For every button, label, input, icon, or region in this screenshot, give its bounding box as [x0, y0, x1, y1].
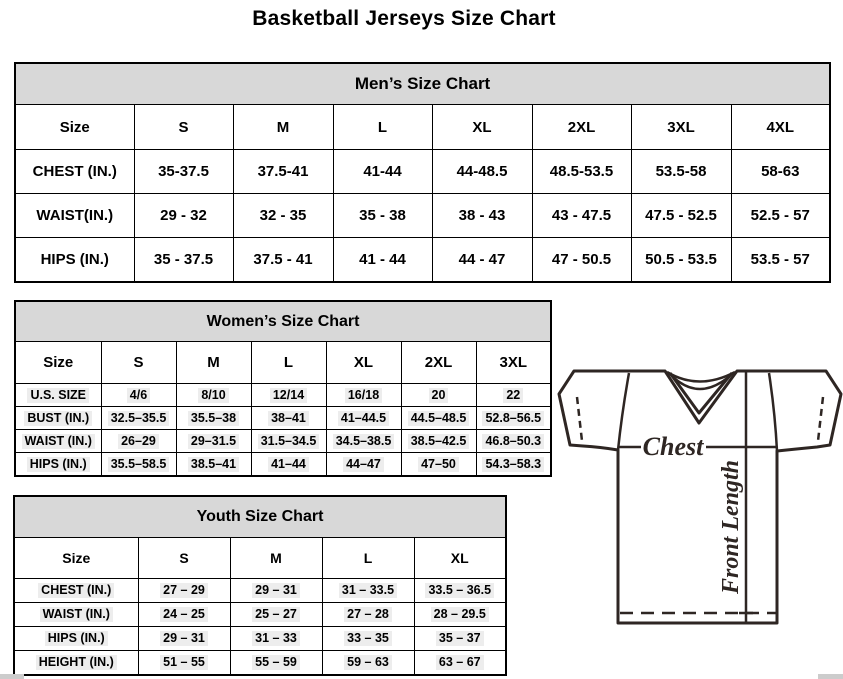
value-text: 47–50 — [418, 457, 459, 472]
value-text: 4/6 — [127, 388, 150, 403]
size-value — [176, 453, 251, 477]
size-value: 53.5 - 57 — [731, 238, 830, 283]
column-header: XL — [414, 538, 506, 579]
column-header: Size — [14, 538, 138, 579]
mens-table-title-row — [15, 63, 830, 105]
column-header: Size — [15, 342, 101, 384]
size-value — [230, 651, 322, 676]
size-value — [138, 651, 230, 676]
size-value — [401, 453, 476, 477]
table-row — [14, 603, 506, 627]
value-text: 59 – 63 — [344, 655, 392, 670]
size-value: 41 - 44 — [333, 238, 432, 283]
size-value — [251, 407, 326, 430]
row-label-text: BUST (IN.) — [24, 411, 92, 426]
value-text: 34.5–38.5 — [333, 434, 395, 449]
column-header: M — [176, 342, 251, 384]
size-value: 47.5 - 52.5 — [631, 194, 731, 238]
value-text: 55 – 59 — [252, 655, 300, 670]
column-header: 4XL — [731, 105, 830, 150]
size-value — [322, 579, 414, 603]
mens-table-title: Men’s Size Chart — [15, 63, 830, 105]
row-label-text: HEIGHT (IN.) — [36, 655, 117, 670]
size-value: 58-63 — [731, 150, 830, 194]
size-value — [414, 579, 506, 603]
size-value: 29 - 32 — [134, 194, 233, 238]
size-value: 53.5-58 — [631, 150, 731, 194]
value-text: 35 – 37 — [436, 631, 484, 646]
size-value — [138, 627, 230, 651]
column-header: L — [333, 105, 432, 150]
row-label-text: CHEST (IN.) — [38, 583, 114, 598]
size-value — [414, 627, 506, 651]
value-text: 24 – 25 — [160, 607, 208, 622]
value-text: 22 — [503, 388, 523, 403]
value-text: 27 – 29 — [160, 583, 208, 598]
size-value — [101, 453, 176, 477]
page-title: Basketball Jerseys Size Chart — [252, 7, 556, 30]
table-row — [14, 651, 506, 676]
value-text: 31 – 33.5 — [339, 583, 397, 598]
column-header: 3XL — [476, 342, 551, 384]
value-text: 54.3–58.3 — [482, 457, 544, 472]
size-value: 35 - 37.5 — [134, 238, 233, 283]
value-text: 63 – 67 — [436, 655, 484, 670]
size-value — [401, 384, 476, 407]
womens-header-row — [15, 342, 551, 384]
size-value — [401, 430, 476, 453]
row-label — [14, 627, 138, 651]
womens-size-table — [14, 300, 552, 477]
size-value — [101, 407, 176, 430]
value-text: 12/14 — [270, 388, 307, 403]
size-value: 47 - 50.5 — [532, 238, 631, 283]
table-row — [15, 194, 830, 238]
column-header: S — [138, 538, 230, 579]
cropped-element-fragment-left — [0, 674, 24, 679]
youth-header-row — [14, 538, 506, 579]
armhole-seam-left — [618, 373, 629, 450]
value-text: 31.5–34.5 — [258, 434, 320, 449]
column-header: M — [233, 105, 333, 150]
size-value — [326, 407, 401, 430]
value-text: 29 – 31 — [160, 631, 208, 646]
size-value: 44 - 47 — [432, 238, 532, 283]
womens-table-title: Women’s Size Chart — [15, 301, 551, 342]
value-text: 32.5–35.5 — [108, 411, 170, 426]
table-row — [14, 627, 506, 651]
size-value — [326, 430, 401, 453]
value-text: 16/18 — [345, 388, 382, 403]
size-value — [322, 651, 414, 676]
armhole-seam-right — [769, 373, 777, 451]
size-value: 35-37.5 — [134, 150, 233, 194]
size-value — [322, 627, 414, 651]
value-text: 46.8–50.3 — [482, 434, 544, 449]
value-text: 51 – 55 — [160, 655, 208, 670]
size-value — [476, 430, 551, 453]
cuff-dashed-line-left — [577, 397, 582, 441]
womens-table-title-row — [15, 301, 551, 342]
size-value — [230, 579, 322, 603]
size-value — [176, 384, 251, 407]
value-text: 25 – 27 — [252, 607, 300, 622]
size-value: 37.5-41 — [233, 150, 333, 194]
size-value: 32 - 35 — [233, 194, 333, 238]
size-value: 48.5-53.5 — [532, 150, 631, 194]
size-value — [251, 430, 326, 453]
table-row — [15, 238, 830, 283]
row-label: WAIST(IN.) — [15, 194, 134, 238]
size-value — [101, 384, 176, 407]
value-text: 33.5 – 36.5 — [425, 583, 494, 598]
value-text: 35.5–58.5 — [108, 457, 170, 472]
row-label: HIPS (IN.) — [15, 238, 134, 283]
value-text: 28 – 29.5 — [431, 607, 489, 622]
size-value — [230, 627, 322, 651]
size-value — [138, 579, 230, 603]
size-value: 50.5 - 53.5 — [631, 238, 731, 283]
value-text: 26–29 — [118, 434, 159, 449]
value-text: 38.5–42.5 — [408, 434, 470, 449]
size-value: 38 - 43 — [432, 194, 532, 238]
column-header: 3XL — [631, 105, 731, 150]
front-length-label: Front Length — [718, 459, 744, 595]
size-value — [176, 430, 251, 453]
column-header: Size — [15, 105, 134, 150]
value-text: 38.5–41 — [188, 457, 239, 472]
size-value — [251, 384, 326, 407]
value-text: 20 — [429, 388, 449, 403]
size-value — [322, 603, 414, 627]
mens-header-row — [15, 105, 830, 150]
youth-table-title: Youth Size Chart — [14, 496, 506, 538]
column-header: 2XL — [532, 105, 631, 150]
size-value — [326, 384, 401, 407]
row-label-text: HIPS (IN.) — [45, 631, 108, 646]
size-value: 41-44 — [333, 150, 432, 194]
column-header: S — [101, 342, 176, 384]
value-text: 31 – 33 — [252, 631, 300, 646]
size-value — [138, 603, 230, 627]
value-text: 33 – 35 — [344, 631, 392, 646]
table-row — [15, 453, 551, 477]
size-value — [230, 603, 322, 627]
row-label — [15, 384, 101, 407]
row-label — [14, 651, 138, 676]
size-value — [476, 384, 551, 407]
size-value — [251, 453, 326, 477]
table-row — [15, 384, 551, 407]
row-label-text: WAIST (IN.) — [22, 434, 95, 449]
value-text: 44.5–48.5 — [408, 411, 470, 426]
column-header: L — [322, 538, 414, 579]
table-row — [15, 150, 830, 194]
column-header: 2XL — [401, 342, 476, 384]
size-value — [326, 453, 401, 477]
value-text: 52.8–56.5 — [482, 411, 544, 426]
row-label — [14, 603, 138, 627]
row-label — [15, 407, 101, 430]
size-value — [476, 453, 551, 477]
row-label: CHEST (IN.) — [15, 150, 134, 194]
cropped-element-fragment-right — [818, 674, 843, 679]
jersey-diagram — [556, 357, 843, 629]
row-label-text: HIPS (IN.) — [27, 457, 90, 472]
size-value — [414, 651, 506, 676]
size-value: 35 - 38 — [333, 194, 432, 238]
cuff-dashed-line-right — [818, 397, 823, 441]
row-label-text: WAIST (IN.) — [40, 607, 113, 622]
youth-size-table — [13, 495, 507, 676]
size-value: 44-48.5 — [432, 150, 532, 194]
size-value: 52.5 - 57 — [731, 194, 830, 238]
size-value — [176, 407, 251, 430]
chest-label: Chest — [642, 432, 704, 461]
value-text: 27 – 28 — [344, 607, 392, 622]
column-header: XL — [432, 105, 532, 150]
youth-table-title-row — [14, 496, 506, 538]
mens-size-table — [14, 62, 831, 283]
table-row — [15, 407, 551, 430]
size-value: 43 - 47.5 — [532, 194, 631, 238]
table-row — [15, 430, 551, 453]
value-text: 35.5–38 — [188, 411, 239, 426]
column-header: S — [134, 105, 233, 150]
size-value: 37.5 - 41 — [233, 238, 333, 283]
value-text: 44–47 — [343, 457, 384, 472]
value-text: 38–41 — [268, 411, 309, 426]
table-row — [14, 579, 506, 603]
value-text: 29 – 31 — [252, 583, 300, 598]
column-header: L — [251, 342, 326, 384]
value-text: 8/10 — [198, 388, 228, 403]
row-label-text: U.S. SIZE — [27, 388, 89, 403]
row-label — [15, 430, 101, 453]
size-value — [476, 407, 551, 430]
row-label — [15, 453, 101, 477]
value-text: 29–31.5 — [188, 434, 239, 449]
row-label — [14, 579, 138, 603]
size-value — [414, 603, 506, 627]
column-header: XL — [326, 342, 401, 384]
size-value — [401, 407, 476, 430]
size-value — [101, 430, 176, 453]
jersey-outline-shape — [559, 371, 841, 623]
value-text: 41–44 — [268, 457, 309, 472]
column-header: M — [230, 538, 322, 579]
value-text: 41–44.5 — [338, 411, 389, 426]
